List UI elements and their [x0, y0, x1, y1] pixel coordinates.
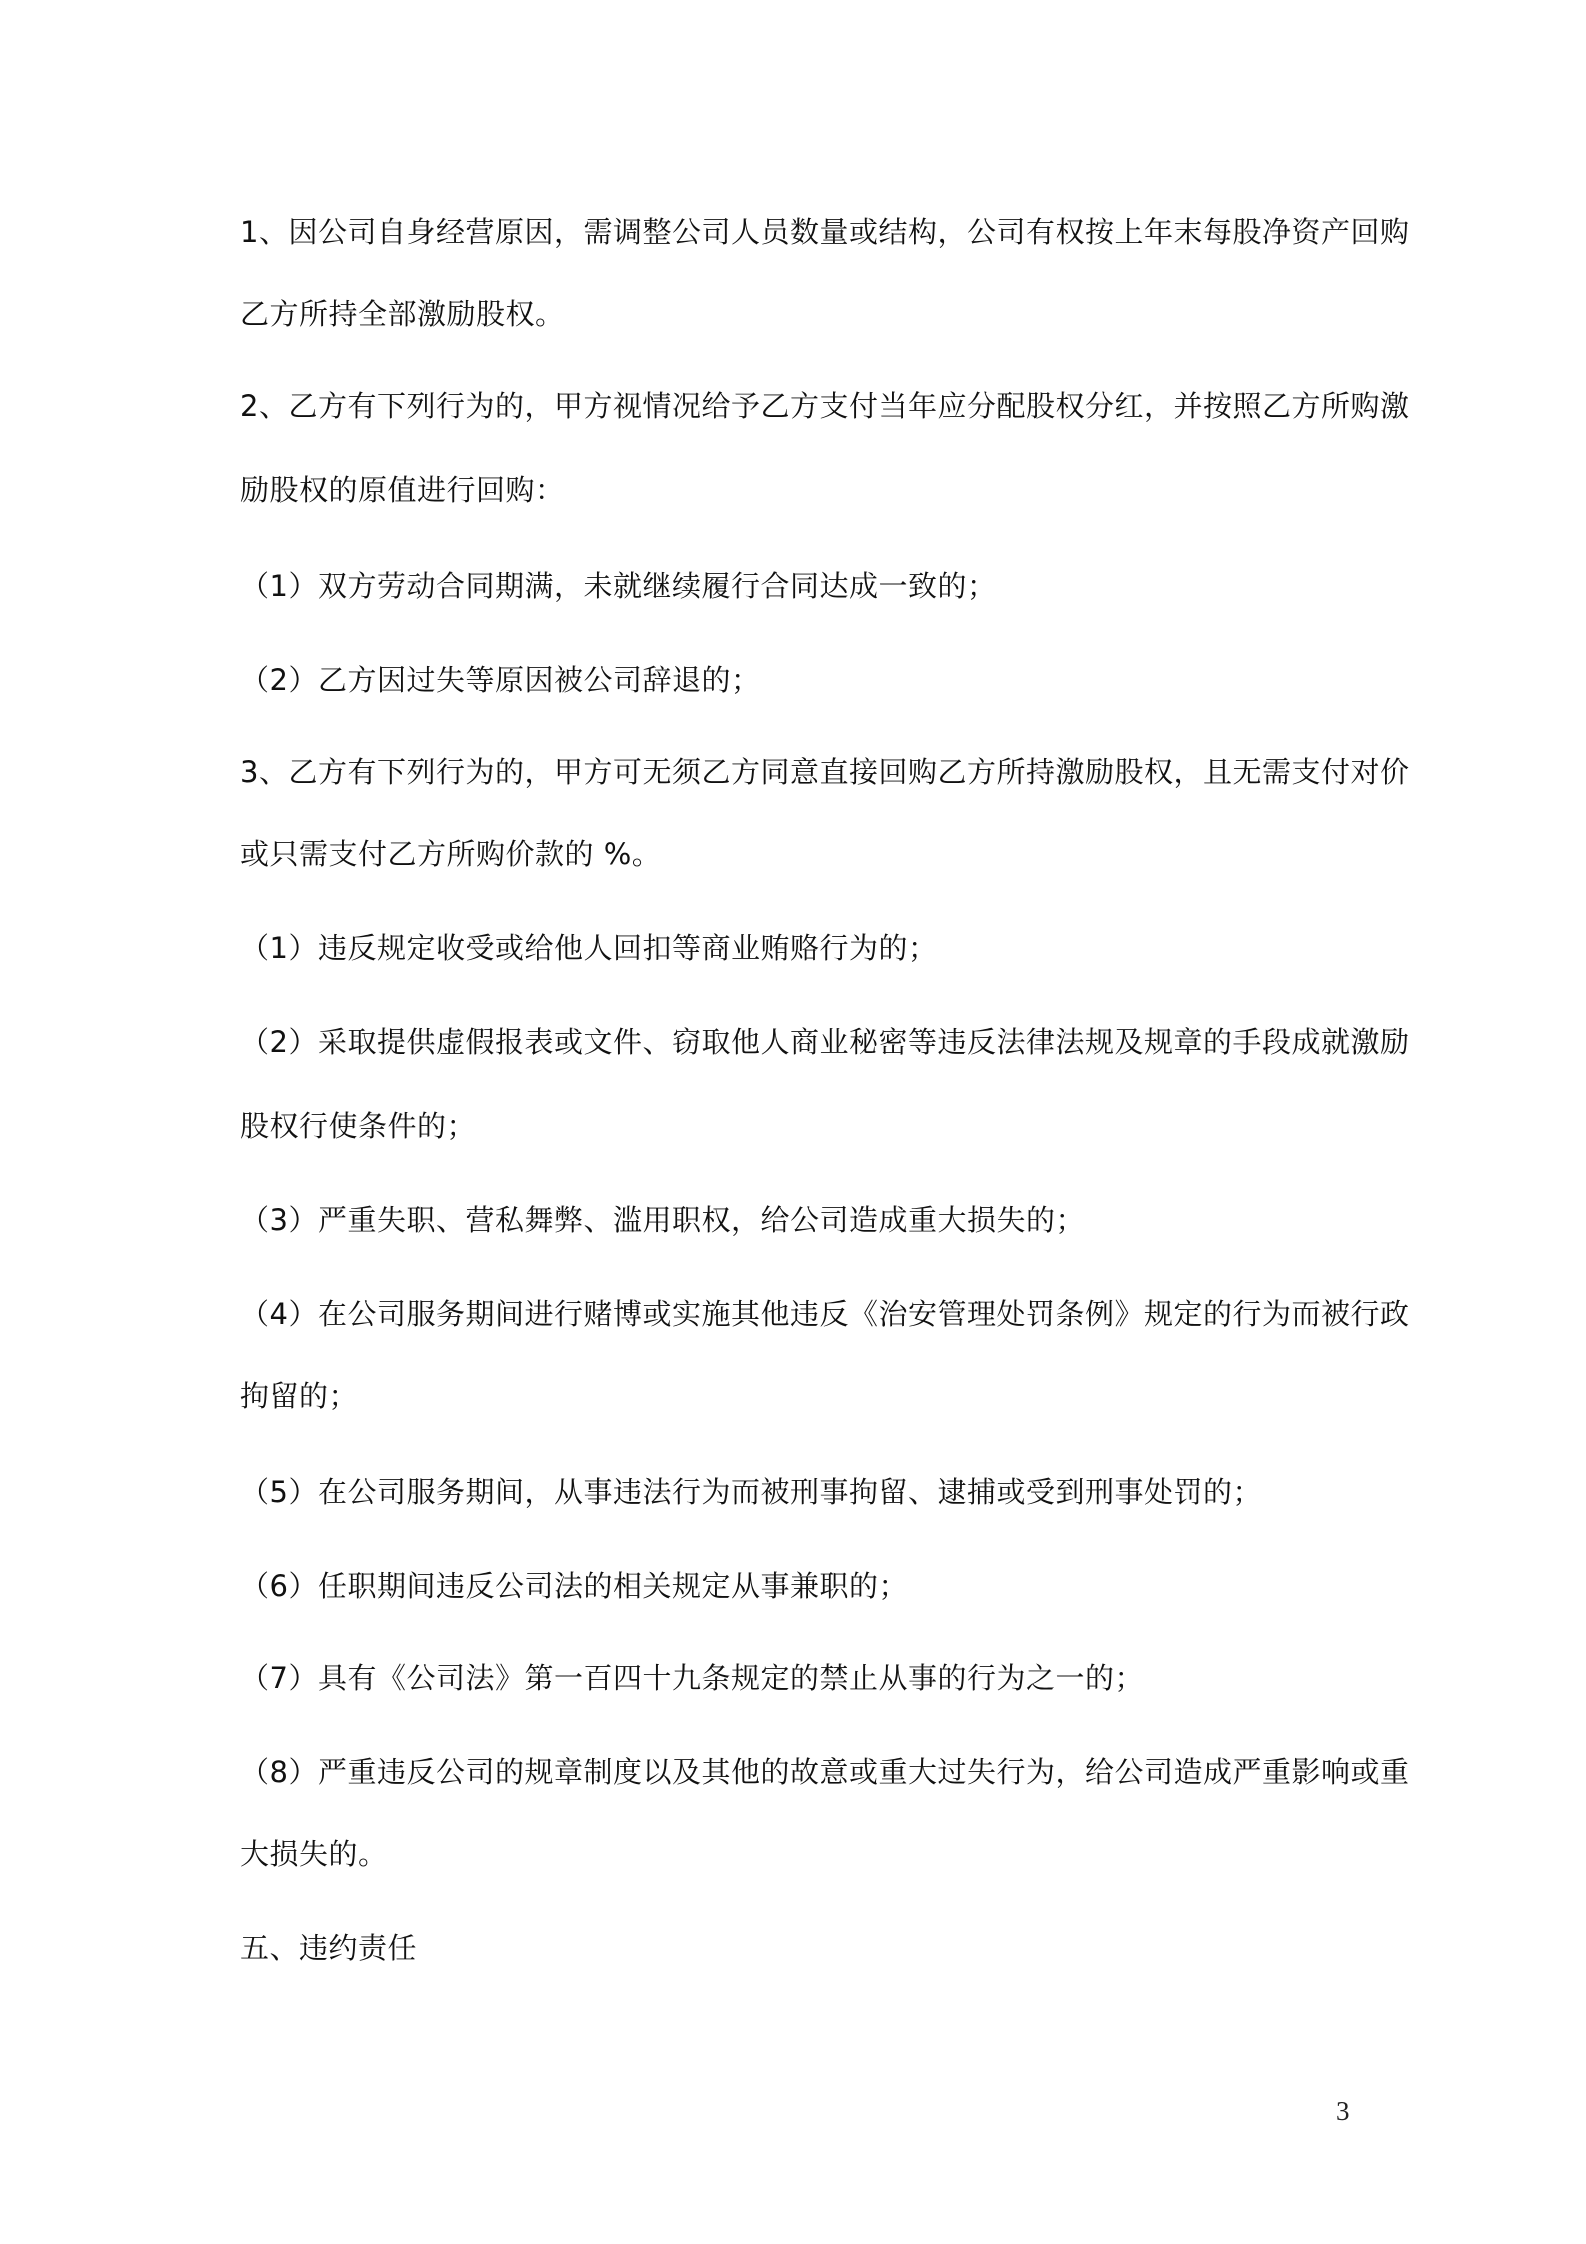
- list-item: （3）严重失职、营私舞弊、滥用职权，给公司造成重大损失的；: [240, 1203, 1085, 1237]
- text-line: 乙方所持全部激励股权。: [240, 297, 565, 331]
- list-item: （1）违反规定收受或给他人回扣等商业贿赂行为的；: [240, 931, 938, 965]
- list-item: （2）乙方因过失等原因被公司辞退的；: [240, 663, 761, 697]
- page-number: 3: [1336, 2096, 1350, 2126]
- text-line: 1、因公司自身经营原因，需调整公司人员数量或结构，公司有权按上年末每股净资产回购: [240, 215, 1410, 249]
- section-heading: 五、违约责任: [240, 1931, 418, 1965]
- list-item: 股权行使条件的；: [240, 1109, 477, 1143]
- text-line: 3、乙方有下列行为的，甲方可无须乙方同意直接回购乙方所持激励股权，且无需支付对价: [240, 755, 1410, 789]
- list-item: （4）在公司服务期间进行赌博或实施其他违反《治安管理处罚条例》规定的行为而被行政: [240, 1297, 1410, 1331]
- list-item: （8）严重违反公司的规章制度以及其他的故意或重大过失行为，给公司造成严重影响或重: [240, 1755, 1410, 1789]
- list-item: 大损失的。: [240, 1837, 388, 1871]
- list-item: 拘留的；: [240, 1379, 359, 1413]
- text-line: 励股权的原值进行回购：: [240, 473, 565, 507]
- text-line: 2、乙方有下列行为的，甲方视情况给予乙方支付当年应分配股权分红，并按照乙方所购激: [240, 389, 1410, 423]
- list-item: （1）双方劳动合同期满，未就继续履行合同达成一致的；: [240, 569, 997, 603]
- list-item: （5）在公司服务期间，从事违法行为而被刑事拘留、逮捕或受到刑事处罚的；: [240, 1475, 1262, 1509]
- list-item: （7）具有《公司法》第一百四十九条规定的禁止从事的行为之一的；: [240, 1661, 1144, 1695]
- text-line: 或只需支付乙方所购价款的 %。: [240, 837, 662, 871]
- list-item: （6）任职期间违反公司法的相关规定从事兼职的；: [240, 1569, 908, 1603]
- list-item: （2）采取提供虚假报表或文件、窃取他人商业秘密等违反法律法规及规章的手段成就激励: [240, 1025, 1410, 1059]
